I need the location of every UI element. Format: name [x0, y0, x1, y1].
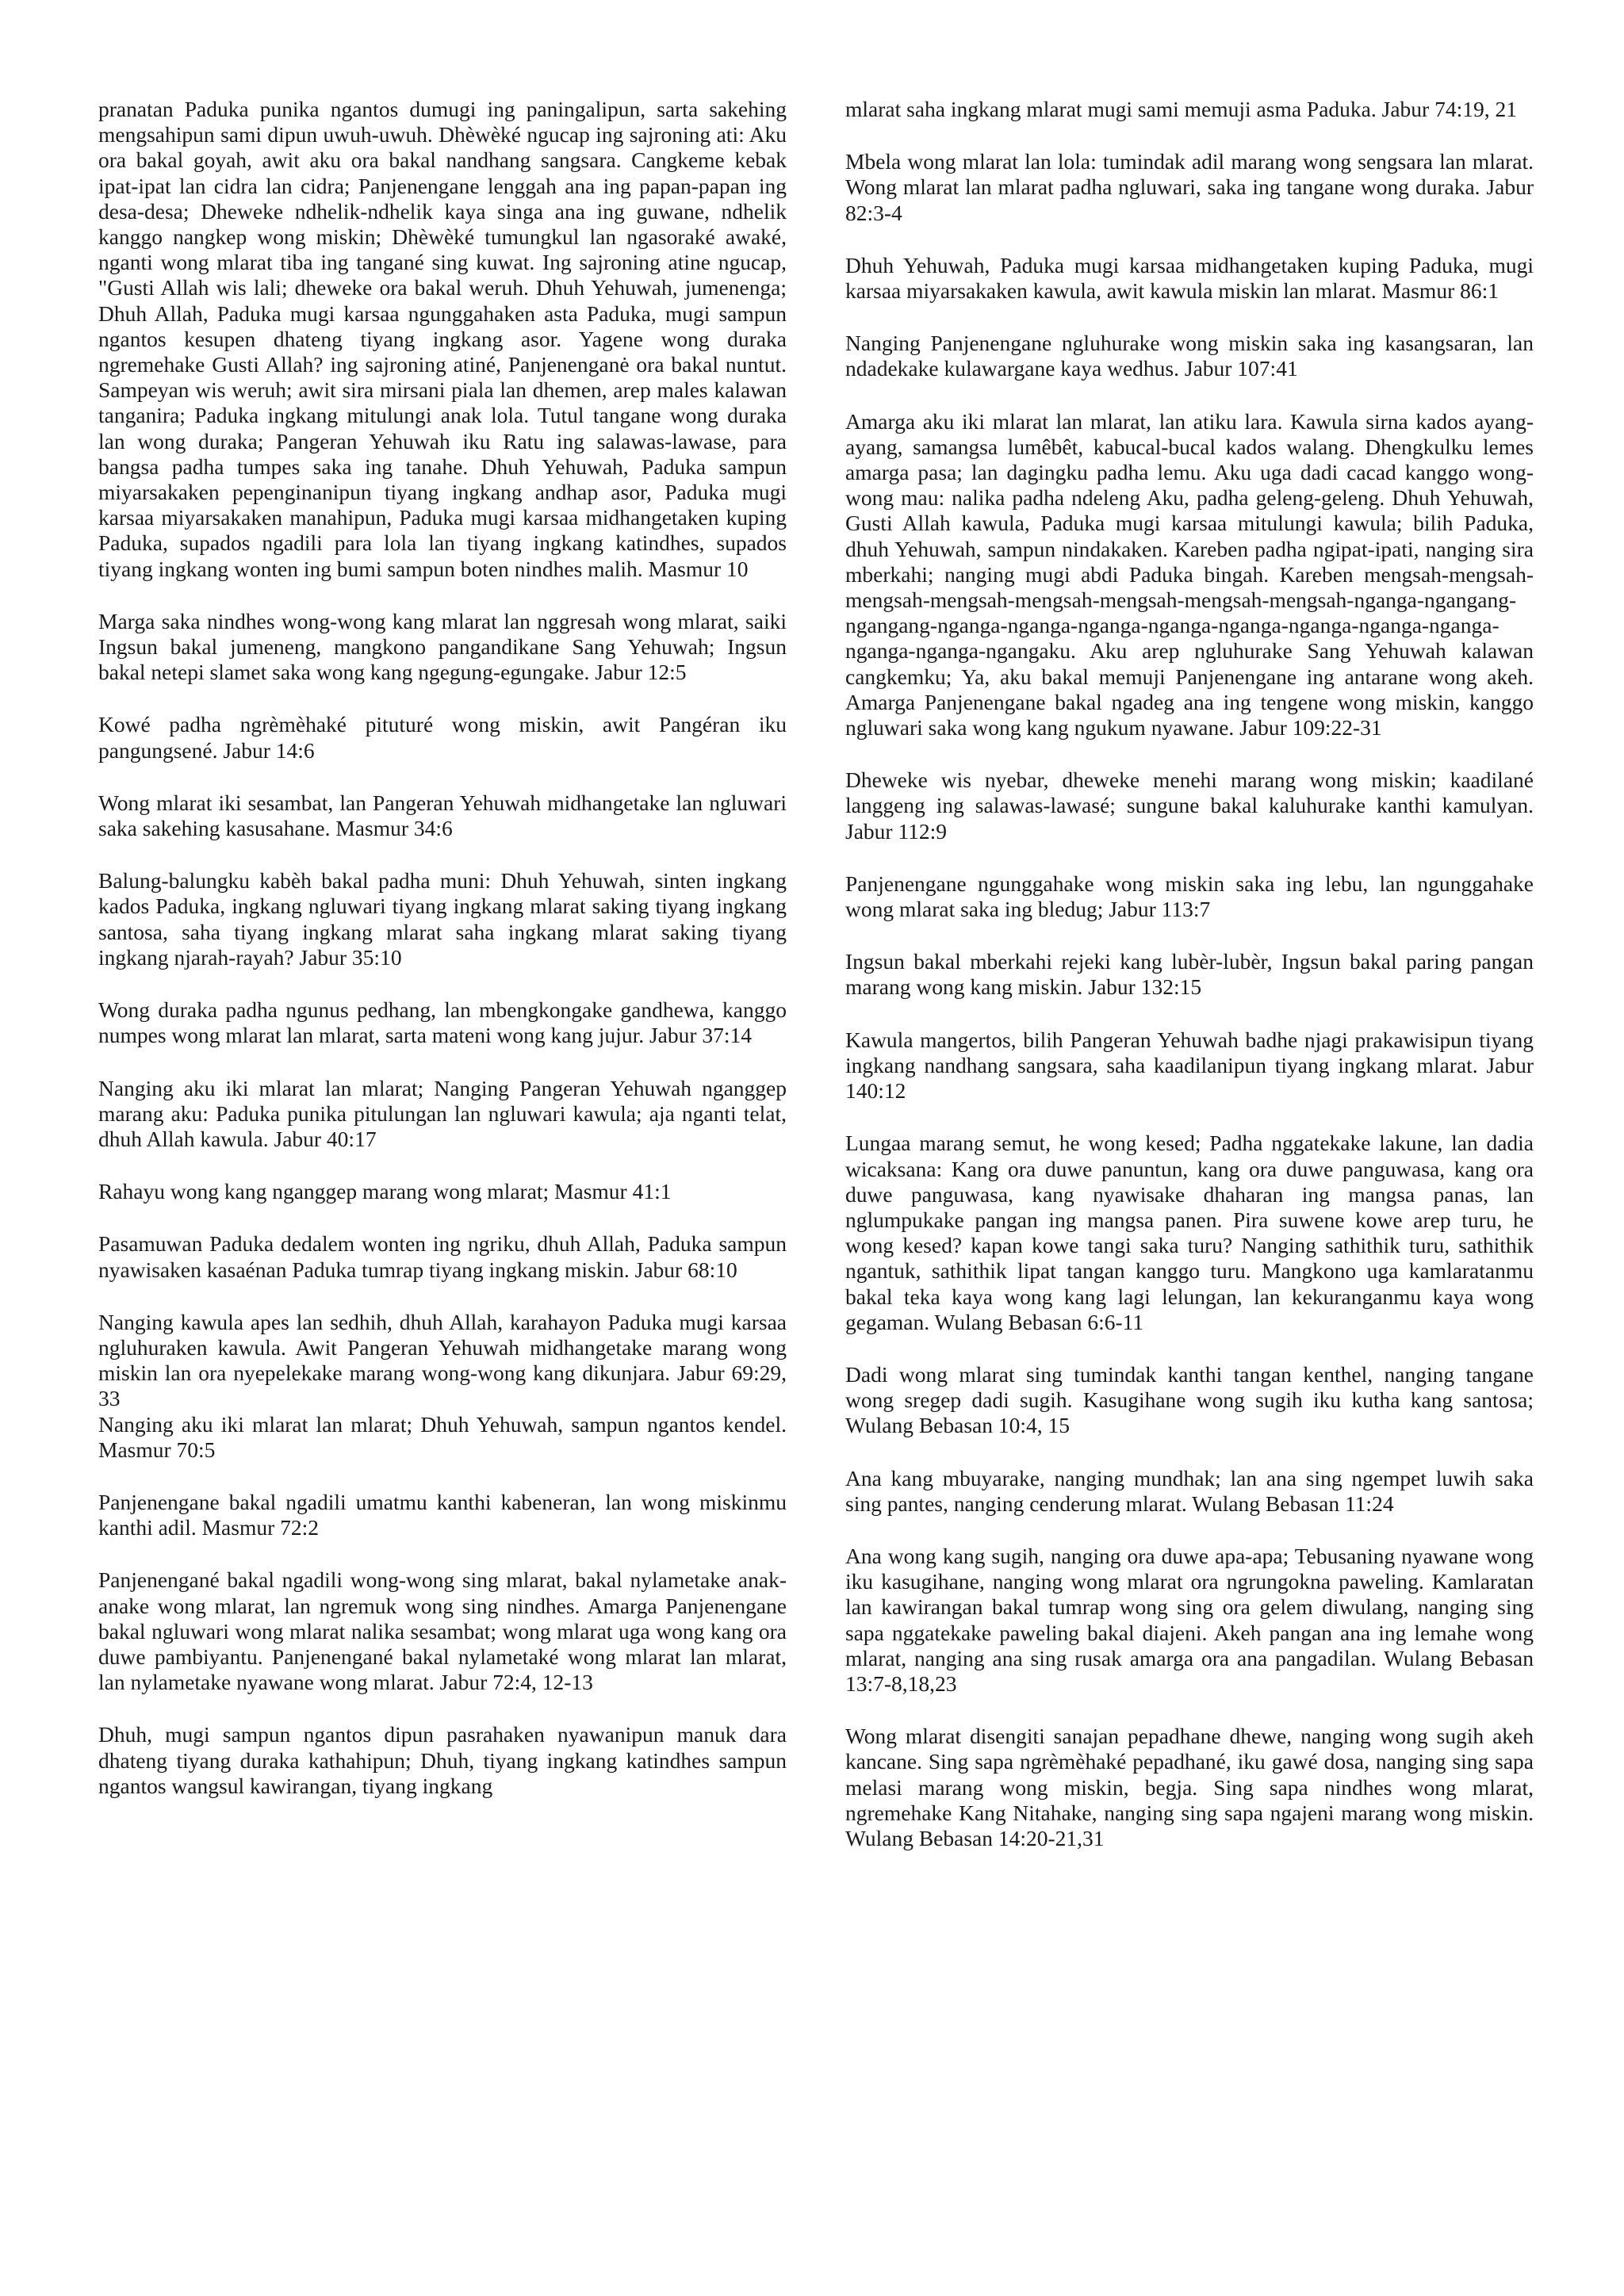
paragraph: Dadi wong mlarat sing tumindak kanthi tangan kenthel, nanging tangane wong sregep dadi sugih. Kasugihane wong sugih iku kutha kang santosa; Wulang Bebasan 10:4, 15 [845, 1361, 1534, 1438]
right-column [845, 97, 1534, 1878]
paragraph: Nanging aku iki mlarat lan mlarat; Nanging Pangeran Yehuwah nganggep marang aku: Paduka punika pitulungan lan ngluwari kawula; aja nganti telat, dhuh Allah kawula. Jabur 40:17 [98, 1075, 787, 1151]
paragraph: Ingsun bakal mberkahi rejeki kang lubèr-lubèr, Ingsun bakal paring pangan marang wong kang miskin. Jabur 132:15 [845, 949, 1534, 1000]
paragraph: Mbela wong mlarat lan lola: tumindak adil marang wong sengsara lan mlarat. Wong mlarat lan mlarat padha ngluwari, saka ing tangane wong duraka. Jabur 82:3-4 [845, 149, 1534, 225]
paragraph: Wong duraka padha ngunus pedhang, lan mbengkongake gandhewa, kanggo numpes wong mlarat lan mlarat, sarta mateni wong kang jujur. Jabur 37:14 [98, 997, 787, 1048]
paragraph: Rahayu wong kang nganggep marang wong mlarat; Masmur 41:1 [98, 1179, 672, 1204]
paragraph: mlarat saha ingkang mlarat mugi sami memuji asma Paduka. Jabur 74:19, 21 [845, 97, 1517, 121]
paragraph: Kawula mangertos, bilih Pangeran Yehuwah badhe njagi prakawisipun tiyang ingkang nandhang sangsara, saha kaadilanipun tiyang ingkang mlarat. Jabur 140:12 [845, 1027, 1534, 1104]
paragraph: Nanging kawula apes lan sedhih, dhuh Allah, karahayon Paduka mugi karsaa ngluhuraken kawula. Awit Pangeran Yehuwah midhangetake marang wong miskin lan ora nyepelekake marang wong-wong kang dikunjara. Jabur 69:29, 33 [98, 1309, 787, 1411]
paragraph: Kowé padha ngrèmèhaké pituturé wong miskin, awit Pangéran iku pangungsené. Jabur 14:6 [98, 712, 787, 763]
paragraph: Panjenengane ngunggahake wong miskin saka ing lebu, lan ngunggahake wong mlarat saka ing bledug; Jabur 113:7 [845, 871, 1534, 922]
paragraph: Nanging Panjenengane ngluhurake wong miskin saka ing kasangsaran, lan ndadekake kulawargane kaya wedhus. Jabur 107:41 [845, 331, 1534, 381]
paragraph: Amarga aku iki mlarat lan mlarat, lan atiku lara. Kawula sirna kados ayang-ayang, samangsa lumêbêt, kabucal-bucal kados walang. Dhengkulku lemes amarga pasa; lan dagingku padha lemu. Aku uga dadi cacad kanggo wong-wong mau: nalika padha ndeleng Aku, padha geleng-geleng. Dhuh Yehuwah, Gusti Allah kawula, Paduka mugi karsaa mitulungi kawula; bilih Paduka, dhuh Yehuwah, sampun nindakaken. Kareben padha ngipat-ipati, nanging sira mberkahi; nanging mugi abdi Paduka bingah. Kareben mengsah-mengsah-mengsah-mengsah-mengsah-mengsah-mengsah-mengsah-nganga-ngangang-ngangang-nganga-nganga-nganga-nganga-nganga-nganga-nganga-nganga-nganga-nganga-ngangaku. Aku arep ngluhurake Sang Yehuwah kalawan cangkemku; Ya, aku bakal memuji Panjenengane ing antarane wong akeh. Amarga Panjenengane bakal ngadeg ana ing tengene wong miskin, kanggo ngluwari saka wong kang ngukum nyawane. Jabur 109:22-31 [845, 408, 1534, 740]
paragraph: Dhuh Yehuwah, Paduka mugi karsaa midhangetaken kuping Paduka, mugi karsaa miyarsakaken kawula, awit kawula miskin lan mlarat. Masmur 86:1 [845, 252, 1534, 304]
paragraph: pranatan Paduka punika ngantos dumugi ing paningalipun, sarta sakehing mengsahipun sami dipun uwuh-uwuh. Dhèwèké ngucap ing sajroning ati: Aku ora bakal goyah, awit aku ora bakal nandhang sangsara. Cangkeme kebak ipat-ipat lan cidra lan cidra; Panjenengane lenggah ana ing papan-papan ing desa-desa; Dheweke ndhelik-ndhelik kaya singa ana ing guwane, ndhelik kanggo nangkep wong miskin; Dhèwèké tumungkul lan ngasoraké awaké, nganti wong mlarat tiba ing tangané sing kuwat. Ing sajroning atine ngucap, "Gusti Allah wis lali; dheweke ora bakal weruh. Dhuh Yehuwah, jumenenga; Dhuh Allah, Paduka mugi karsaa ngunggahaken asta Paduka, mugi sampun ngantos kesupen dhateng tiyang ingkang asor. Yagene wong duraka ngremehake Gusti Allah? ing sajroning atiné, Panjenenganė ora bakal nuntut. Sampeyan wis weruh; awit sira mirsani piala lan dhemen, arep males kalawan tanganira; Paduka ingkang mitulungi anak lola. Tutul tangane wong duraka lan wong duraka; Pangeran Yehuwah iku Ratu ing salawas-lawase, para bangsa padha tumpes saka ing tanahe. Dhuh Yehuwah, Paduka sampun miyarsakaken pepenginanipun tiyang ingkang andhap asor, Paduka mugi karsaa miyarsakaken manahipun, Paduka mugi karsaa midhangetaken kuping Paduka, supados ngadili para lola lan tiyang ingkang katindhes, supados tiyang ingkang wonten ing bumi sampun boten nindhes malih. Masmur 10 [98, 97, 787, 581]
paragraph: Lungaa marang semut, he wong kesed; Padha nggatekake lakune, lan dadia wicaksana: Kang ora duwe panuntun, kang ora duwe panguwasa, kang ora duwe panguwasa, kang nyawisake dhaharan ing mangsa panas, lan nglumpukake pangan ing mangsa panen. Pira suwene kowe arep turu, he wong kesed? kapan kowe tangi saka turu? Nanging sathithik turu, sathithik ngantuk, sathithik lipat tangan kanggo turu. Mangkono uga kamlaratanmu bakal teka kaya wong kang lagi lelungan, lan kekuranganmu kaya wong gegaman. Wulang Bebasan 6:6-11 [845, 1131, 1534, 1334]
paragraph: Balung-balungku kabèh bakal padha muni: Dhuh Yehuwah, sinten ingkang kados Paduka, ingkang ngluwari tiyang ingkang mlarat saking tiyang ingkang santosa, saha tiyang ingkang mlarat saha ingkang mlarat saking tiyang ingkang njarah-rayah? Jabur 35:10 [98, 868, 787, 970]
paragraph: Pasamuwan Paduka dedalem wonten ing ngriku, dhuh Allah, Paduka sampun nyawisaken kasaénan Paduka tumrap tiyang ingkang miskin. Jabur 68:10 [98, 1231, 787, 1282]
paragraph: Wong mlarat disengiti sanajan pepadhane dhewe, nanging wong sugih akeh kancane. Sing sapa ngrèmèhaké pepadhané, iku gawé dosa, nanging sing sapa melasi marang wong miskin, begja. Sing sapa nindhes wong mlarat, ngremehake Kang Nitahake, nanging sing sapa ngajeni marang wong miskin. Wulang Bebasan 14:20-21,31 [845, 1724, 1534, 1850]
paragraph: Panjenengane bakal ngadili umatmu kanthi kabeneran, lan wong miskinmu kanthi adil. Masmur 72:2 [98, 1489, 787, 1540]
left-column [98, 97, 787, 1826]
paragraph: Nanging aku iki mlarat lan mlarat; Dhuh Yehuwah, sampun ngantos kendel. Masmur 70:5 [98, 1411, 787, 1462]
paragraph: Marga saka nindhes wong-wong kang mlarat lan nggresah wong mlarat, saiki Ingsun bakal jumeneng, mangkono pangandikane Sang Yehuwah; Ingsun bakal netepi slamet saka wong kang ngegung-egungake. Jabur 12:5 [98, 608, 787, 685]
paragraph: Ana kang mbuyarake, nanging mundhak; lan ana sing ngempet luwih saka sing pantes, nanging cenderung mlarat. Wulang Bebasan 11:24 [845, 1465, 1534, 1516]
paragraph: Panjenengané bakal ngadili wong-wong sing mlarat, bakal nylametake anak-anake wong mlarat, lan ngremuk wong sing nindhes. Amarga Panjenengane bakal ngluwari wong mlarat nalika sesambat; wong mlarat uga wong kang ora duwe pambiyantu. Panjenengané bakal nylametaké wong mlarat lan mlarat, lan nylametake nyawane wong mlarat. Jabur 72:4, 12-13 [98, 1567, 787, 1695]
paragraph: Ana wong kang sugih, nanging ora duwe apa-apa; Tebusaning nyawane wong iku kasugihane, nanging wong mlarat ora ngrungokna paweling. Kamlaratan lan kawirangan bakal tumrap wong sing ora gelem diwulang, nanging sing sapa nggatekake paweling bakal diajeni. Akeh pangan ana ing lemahe wong mlarat, nanging ana sing rusak amarga ora ana pangadilan. Wulang Bebasan 13:7-8,18,23 [845, 1543, 1534, 1696]
paragraph: Wong mlarat iki sesambat, lan Pangeran Yehuwah midhangetake lan ngluwari saka sakehing kasusahane. Masmur 34:6 [98, 790, 787, 841]
paragraph: Dhuh, mugi sampun ngantos dipun pasrahaken nyawanipun manuk dara dhateng tiyang duraka kathahipun; Dhuh, tiyang ingkang katindhes sampun ngantos wangsul kawirangan, tiyang ingkang [98, 1722, 787, 1798]
paragraph: Dheweke wis nyebar, dheweke menehi marang wong miskin; kaadilané langgeng ing salawas-lawasé; sungune bakal kaluhurake kanthi kamulyan. Jabur 112:9 [845, 767, 1534, 844]
